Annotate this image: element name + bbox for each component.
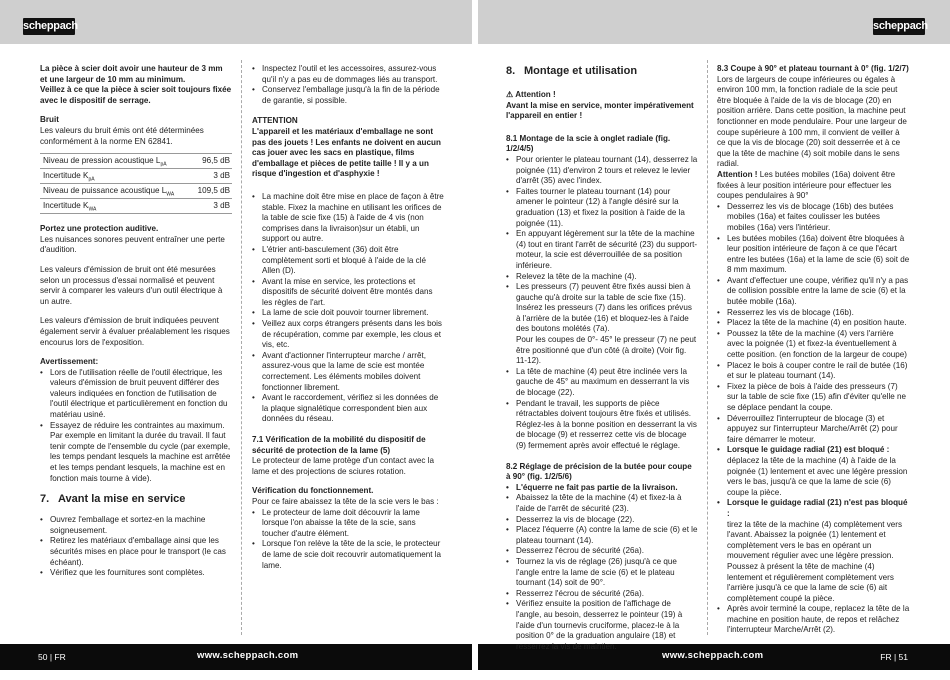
protection-heading: Portez une protection auditive. [40, 224, 159, 234]
list-item: • Avant le raccordement, vérifiez si les données de la plaque signalétique correspondent bien aux données du réseau. [252, 393, 444, 425]
section-7-heading: 7. Avant la mise en service [40, 493, 186, 506]
list-item: • Conservez l'emballage jusqu'à la fin de la période de garantie, si possible. [252, 85, 444, 106]
list-item: • La lame de scie doit pouvoir tourner librement. [252, 308, 444, 319]
page-number-right: FR | 51 [880, 652, 908, 662]
attention-note: Attention ! Les butées mobiles (16a) doivent être fixées à leur position intérieure pour effectuer les coupes pendulaires à 90° [717, 169, 896, 201]
attention-text: L'appareil et les matériaux d'emballage ne sont pas des jouets ! Les enfants ne doivent en aucun cas jouer avec les sacs en plastique, films d'emballage et pièces de petite taille ! Il y a un risque d'ingestion et d'asphyxie ! [252, 126, 441, 179]
list-item: • Les butées mobiles (16a) doivent être bloquées à leur position intérieure de façon à ce que l'écart entre les butées (16a) et la lame de scie (6) soit de 8 mm maximum. [717, 234, 910, 276]
list-item: • Fixez la pièce de bois à l'aide des presseurs (7) sur la table de scie fixe (15) afin d'éviter qu'elle ne se déplace pendant la coupe. [717, 382, 910, 414]
section-8-1-heading: 8.1 Montage de la scie à onglet radiale (fig. 1/2/4/5) [506, 133, 671, 154]
column-3 [506, 64, 698, 660]
footer-bar-left [0, 644, 472, 670]
list-item: • Vérifiez ensuite la position de l'affichage de l'angle, au besoin, desserrez le pointeur (19) à l'aide d'un tournevis cruciforme, placez-le à la position 0° de la graduation angulaire (18) et resserrez la vis de maintien. [506, 599, 698, 652]
emission-paragraph: Les valeurs d'émission de bruit ont été mesurées selon un processus d'essai normalisé et peuvent servir à comparer les valeurs d'un outil électrique à un autre. [40, 264, 223, 306]
list-item: • Avant d'effectuer une coupe, vérifiez qu'il n'y a pas de collision possible entre la lame de scie (6) et la butée mobile (16a). [717, 276, 910, 308]
list-item: • Après avoir terminé la coupe, replacez la tête de la machine en position haute, de repos et relâchez l'interrupteur Marche/Arrêt (2). [717, 604, 910, 636]
list-item: • Desserrez l'écrou de sécurité (26a). [506, 546, 698, 557]
column-divider [707, 60, 708, 635]
section-8-heading: 8. Montage et utilisation [506, 65, 638, 77]
list-item: • Lorsque le guidage radial (21) n'est pas bloqué : [717, 498, 910, 519]
list-item: • Pour orienter le plateau tournant (14), desserrez la poignée (11) d'environ 2 tours et relevez le levier d'arrêt (35) avec l'index. [506, 155, 698, 187]
list-item: • Avant d'actionner l'interrupteur marche / arrêt, assurez-vous que la lame de scie est montée correctement. Les éléments mobiles doivent fonctionner librement. [252, 351, 444, 393]
list-item: • La machine doit être mise en place de façon à être stable. Fixez la machine en utilisant les orifices de la table de scie fixe (15) à l'aide de 4 vis (non comprises dans la livraison)sur un établi, un support ou autre. [252, 192, 444, 245]
list-item: • Ouvrez l'emballage et sortez-en la machine soigneusement. [40, 515, 232, 536]
list-item: • Déverrouillez l'interrupteur de blocage (3) et appuyez sur l'interrupteur Marche/Arrêt (2) pour faire démarrer le moteur. [717, 414, 910, 446]
column-1 [40, 64, 232, 587]
section-8-3-heading: 8.3 Coupe à 90° et plateau tournant à 0° (fig. 1/2/7) [717, 64, 909, 73]
list-item: • Retirez les matériaux d'emballage ainsi que les sécurités mises en place pour le transport (le cas échéant). [40, 536, 232, 568]
page-number-left: 50 | FR [38, 652, 66, 662]
list-item: • Tournez la vis de réglage (26) jusqu'à ce que l'angle entre la lame de scie (6) et le plateau tournant (14) soit de 90°. [506, 557, 698, 589]
list-item: • Essayez de réduire les contraintes au maximum. Par exemple en limitant la durée du travail. Il faut tenir compte de l'ensemble du cycle (par exemple, les temps pendant lesquels la machine est arrêtée et les temps pendant lesquels, la machine est en fonction mais tourne à vide). [40, 421, 232, 485]
list-item: • En appuyant légèrement sur la tête de la machine (4) tout en tirant l'arrêt de sécurité (23) du support-moteur, la scie est déverrouillée de sa position inférieure. [506, 229, 698, 271]
verification-intro: Pour ce faire abaissez la tête de la scie vers le bas : [252, 496, 439, 506]
column-2 [252, 64, 444, 579]
verification-heading: Vérification du fonctionnement. [252, 486, 374, 496]
website-link-right[interactable]: www.scheppach.com [662, 650, 764, 661]
warning-heading: Avertissement: [40, 357, 99, 367]
scheppach-logo-left: scheppach [23, 18, 75, 35]
bruit-text: Les valeurs du bruit émis ont été déterminées conformément à la norme EN 62841. [40, 125, 204, 146]
inspect-list [252, 64, 444, 106]
list-item: • Le protecteur de lame doit découvrir la lame lorsque l'on abaisse la tête de la scie, sans toucher d'autre élément. [252, 508, 444, 540]
table-row: Incertitude $K_{WA}$ 3 dB [40, 199, 232, 214]
list-item: • Relevez la tête de la machine (4). [506, 272, 698, 283]
attention-heading: ATTENTION [252, 116, 298, 126]
verification-list [252, 508, 444, 572]
list-item: • Veillez aux corps étrangers présents dans les bois de récupération, comme par exemple, les clous et vis, etc. [252, 319, 444, 351]
list-item: • L'équerre ne fait pas partie de la livraison. [506, 483, 698, 494]
section-8-3-text: Lors de largeurs de coupe inférieures ou égales à environ 100 mm, la fonction radiale de la scie peut être bloquée à l'aide de la vis de blocage (20) en position arrière. Dans cette position, la machine peut fonctionner en mode pendulaire. Pour une largeur de coupe supérieure à 100 mm, il convient de veiller à ce que la vis de blocage (20) soit desserrée et à ce que la tête de machine (4) soit mobile dans le sens radial. [717, 74, 907, 169]
bruit-heading: Bruit [40, 115, 59, 125]
section-7-1-text: Le protecteur de lame protège d'un contact avec la lame et des projections de sciures rotation. [252, 456, 434, 476]
setup-list [252, 192, 444, 425]
emission-paragraph: Les valeurs d'émission de bruit indiquées peuvent également servir à évaluer préalablement les risques encourus lors de l'exposition. [40, 316, 230, 347]
section-8-2-list [506, 483, 698, 653]
section-8-1-list [506, 155, 698, 452]
list-item: • Lorsque le guidage radial (21) est bloqué : [717, 445, 910, 456]
list-item: tirez la tête de la machine (4) complètement vers l'avant. Abaissez la poignée (1) lentement et complètement vers le bas en opérant un mouvement régulier avec une légère pression. Poussez à présent la tête de machine (4) lentement et régulièrement complètement vers l'arrière jusqu'à ce que la lame de scie (6) ait complètement coupé la pièce. [727, 519, 902, 603]
list-item: • Vérifiez que les fournitures sont complètes. [40, 568, 232, 579]
list-item: • L'étrier anti-basculement (36) doit être complètement sorti et bloqué à l'aide de la clé Allen (D). [252, 245, 444, 277]
protection-text: Les nuisances sonores peuvent entraîner une perte d'audition. [40, 234, 225, 255]
noise-table [40, 153, 232, 214]
list-item: • Resserrez les vis de blocage (16b). [717, 308, 910, 319]
scheppach-logo-right: scheppach [873, 18, 925, 35]
list-item: déplacez la tête de la machine (4) à l'aide de la poignée (1) lentement et avec une légère pression vers le bas, jusqu'à ce que la lame de scie (6) coupe la pièce. [727, 455, 908, 497]
list-item: • Placez la tête de la machine (4) en position haute. [717, 318, 910, 329]
list-item: • Placez l'équerre (A) contre la lame de scie (6) et le plateau tournant (14). [506, 525, 698, 546]
list-item: • Lorsque l'on relève la tête de la scie, le protecteur de lame de scie doit recouvrir automatiquement la lame. [252, 539, 444, 571]
attention-text: Avant la mise en service, monter impérativement l'appareil en entier ! [506, 100, 694, 121]
list-item: • Avant la mise en service, les protections et dispositifs de sécurité doivent être montés dans les règles de l'art. [252, 277, 444, 309]
list-item: • Poussez la tête de la machine (4) vers l'arrière avec la poignée (1) et fixez-la éventuellement à cette position. (en fonction de la largeur de coupe) [717, 329, 910, 361]
attention-heading: ⚠ Attention ! [506, 90, 556, 99]
list-item: • Desserrez les vis de blocage (16b) des butées mobiles (16a) et faites coulisser les butées mobiles (16a) vers l'intérieur. [717, 202, 910, 234]
section-7-1-heading: 7.1 Vérification de la mobilité du dispositif de sécurité de protection de la lame (5) [252, 435, 426, 455]
section-8-3-list [717, 202, 910, 636]
table-row: Niveau de pression acoustique $L_{pA}$ 96,5 dB [40, 154, 232, 169]
column-divider [241, 60, 242, 635]
column-4 [717, 64, 910, 644]
table-row: Niveau de puissance acoustique $L_{WA}$ 109,5 dB [40, 184, 232, 199]
list-item: • Lors de l'utilisation réelle de l'outil électrique, les valeurs d'émission de bruit peuvent différer des valeurs indiquées en fonction de l'utilisation de l'outil électrique et particulièrement en fonction du matériau usiné. [40, 368, 232, 421]
list-item: • Resserrez l'écrou de sécurité (26a). [506, 589, 698, 600]
section-8-2-heading: 8.2 Réglage de précision de la butée pour coupe à 90° (fig. 1/2/5/6) [506, 461, 692, 482]
list-item: • La tête de machine (4) peut être inclinée vers la gauche de 45° au maximum en desserrant la vis de blocage (22). [506, 367, 698, 399]
warning-list [40, 368, 232, 485]
list-item: • Pendant le travail, les supports de pièce rétractables doivent toujours être fixés et utilisés. Réglez-les à la bonne position en desserrant la vis de blocage (9) et resserrez cette vis de blocage (9) fermement après avoir effectué le réglage. [506, 399, 698, 452]
list-item: • Les presseurs (7) peuvent être fixés aussi bien à gauche qu'à droite sur la table de scie fixe (15). Insérez les presseurs (7) dans les orifices prévus à l'arrière de la butée (16) et bloquez-les à l'aide des boutons molétés (7a). Pour les coupes de 0°- 45° le presseur (7) ne peut être positionné que d'un côté (à droite) (Voir fig. 11-12). [506, 282, 698, 367]
list-item: • Placez le bois à couper contre le rail de butée (16) et sur le plateau tournant (14). [717, 361, 910, 382]
list-item: • Abaissez la tête de la machine (4) et fixez-la à l'aide de l'arrêt de sécurité (23). [506, 493, 698, 514]
table-row: Incertitude $K_{pA}$ 3 dB [40, 169, 232, 184]
section-7-list [40, 515, 232, 579]
list-item: • Inspectez l'outil et les accessoires, assurez-vous qu'il n'y a pas eu de dommages liés au transport. [252, 64, 444, 85]
list-item: • Desserrez la vis de blocage (22). [506, 515, 698, 526]
intro-warning: La pièce à scier doit avoir une hauteur de 3 mm et une largeur de 10 mm au minimum. Veillez à ce que la pièce à scier soit toujours fixée avec le dispositif de serrage. [40, 64, 232, 105]
list-item: • Faites tourner le plateau tournant (14) pour amener le pointeur (12) à l'angle désiré sur la graduation (13) et fixez la position à l'aide de la poignée (11). [506, 187, 698, 229]
website-link-left[interactable]: www.scheppach.com [197, 650, 299, 661]
